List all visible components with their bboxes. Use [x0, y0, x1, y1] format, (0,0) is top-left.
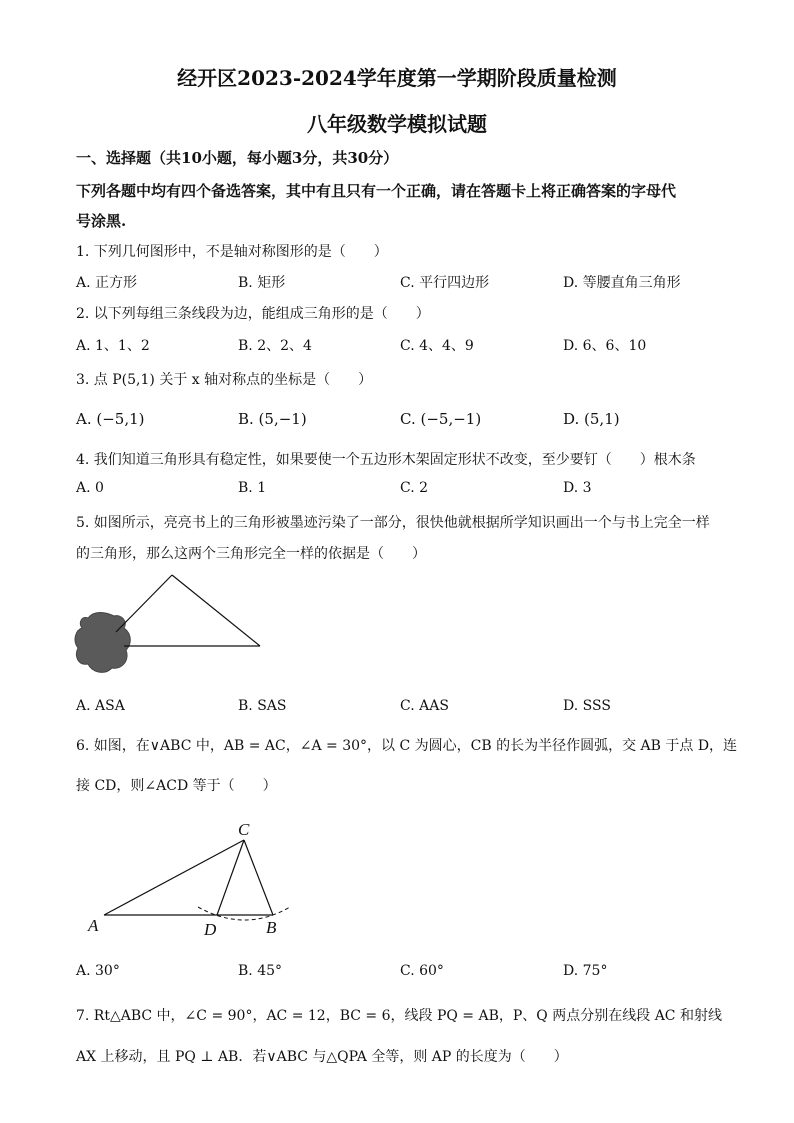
q6-triangle-figure: [80, 815, 300, 945]
q6-option-d: D. 75°: [563, 963, 608, 979]
question-5-stem-line-1: 5. 如图所示，亮亮书上的三角形被墨迹污染了一部分，很快他就根据所学知识画出一个与书上完全一样: [76, 515, 710, 531]
section-heading: 一、选择题（共10小题，每小题3分，共30分）: [76, 149, 399, 167]
question-4-stem: 4. 我们知道三角形具有稳定性，如果要使一个五边形木架固定形状不改变，至少要钉（ ）根木条: [76, 452, 696, 468]
q6-option-c: C. 60°: [400, 963, 444, 979]
question-6-stem-line-1: 6. 如图，在∨ABC 中，AB = AC，∠A = 30°，以 C 为圆心，CB 的长为半径作圆弧，交 AB 于点 D，连: [76, 738, 738, 754]
segment-CD: [217, 840, 244, 915]
instruction-line-1: 下列各题中均有四个备选答案，其中有且只有一个正确，请在答题卡上将正确答案的字母代: [76, 182, 677, 200]
exam-subtitle: 八年级数学模拟试题: [307, 112, 487, 136]
q3-option-a: A. (−5,1): [76, 410, 145, 428]
q4-option-d: D. 3: [563, 480, 592, 496]
q4-option-b: B. 1: [238, 480, 267, 496]
question-5-stem-line-2: 的三角形，那么这两个三角形完全一样的依据是（ ）: [76, 546, 426, 562]
q2-option-b: B. 2、2、4: [238, 338, 312, 354]
q3-option-d: D. (5,1): [563, 410, 620, 428]
question-7-stem-line-2: AX 上移动，且 PQ ⊥ AB．若∨ABC 与△QPA 全等，则 AP 的长度为（ ）: [76, 1049, 568, 1065]
exam-title: 经开区2023-2024学年度第一学期阶段质量检测: [177, 66, 617, 90]
triangle-side-top: [116, 575, 172, 632]
q4-option-a: A. 0: [76, 480, 104, 496]
question-1-stem: 1. 下列几何图形中，不是轴对称图形的是（ ）: [76, 244, 388, 260]
q5-option-b: B. SAS: [238, 698, 287, 714]
q2-option-d: D. 6、6、10: [563, 338, 647, 354]
q5-option-a: A. ASA: [76, 698, 125, 714]
ink-blot: [75, 613, 130, 673]
q1-option-d: D. 等腰直角三角形: [563, 275, 681, 291]
q6-option-a: A. 30°: [76, 963, 120, 979]
question-2-stem: 2. 以下列每组三条线段为边，能组成三角形的是（ ）: [76, 306, 430, 322]
label-C: C: [238, 820, 250, 839]
q5-option-d: D. SSS: [563, 698, 611, 714]
q2-option-a: A. 1、1、2: [76, 338, 150, 354]
q3-option-c: C. (−5,−1): [400, 410, 482, 428]
instruction-line-2: 号涂黑.: [76, 212, 127, 230]
q3-option-b: B. (5,−1): [238, 410, 307, 428]
q4-option-c: C. 2: [400, 480, 429, 496]
label-A: A: [88, 916, 99, 935]
question-3-stem: 3. 点 P(5,1) 关于 x 轴对称点的坐标是（ ）: [76, 372, 373, 388]
label-B: B: [266, 918, 277, 937]
q1-option-c: C. 平行四边形: [400, 275, 490, 291]
q5-triangle-figure: [72, 570, 272, 680]
segment-CB: [244, 840, 273, 915]
question-6-stem-line-2: 接 CD，则∠ACD 等于（ ）: [76, 778, 277, 794]
q6-option-b: B. 45°: [238, 963, 283, 979]
label-D: D: [204, 920, 217, 939]
triangle-side-right: [172, 575, 260, 646]
q1-option-a: A. 正方形: [76, 275, 138, 291]
segment-AC: [104, 840, 244, 915]
q5-option-c: C. AAS: [400, 698, 449, 714]
question-7-stem-line-1: 7. Rt△ABC 中，∠C = 90°，AC = 12，BC = 6，线段 PQ = AB，P、Q 两点分别在线段 AC 和射线: [76, 1008, 722, 1024]
q2-option-c: C. 4、4、9: [400, 338, 474, 354]
q1-option-b: B. 矩形: [238, 275, 286, 291]
